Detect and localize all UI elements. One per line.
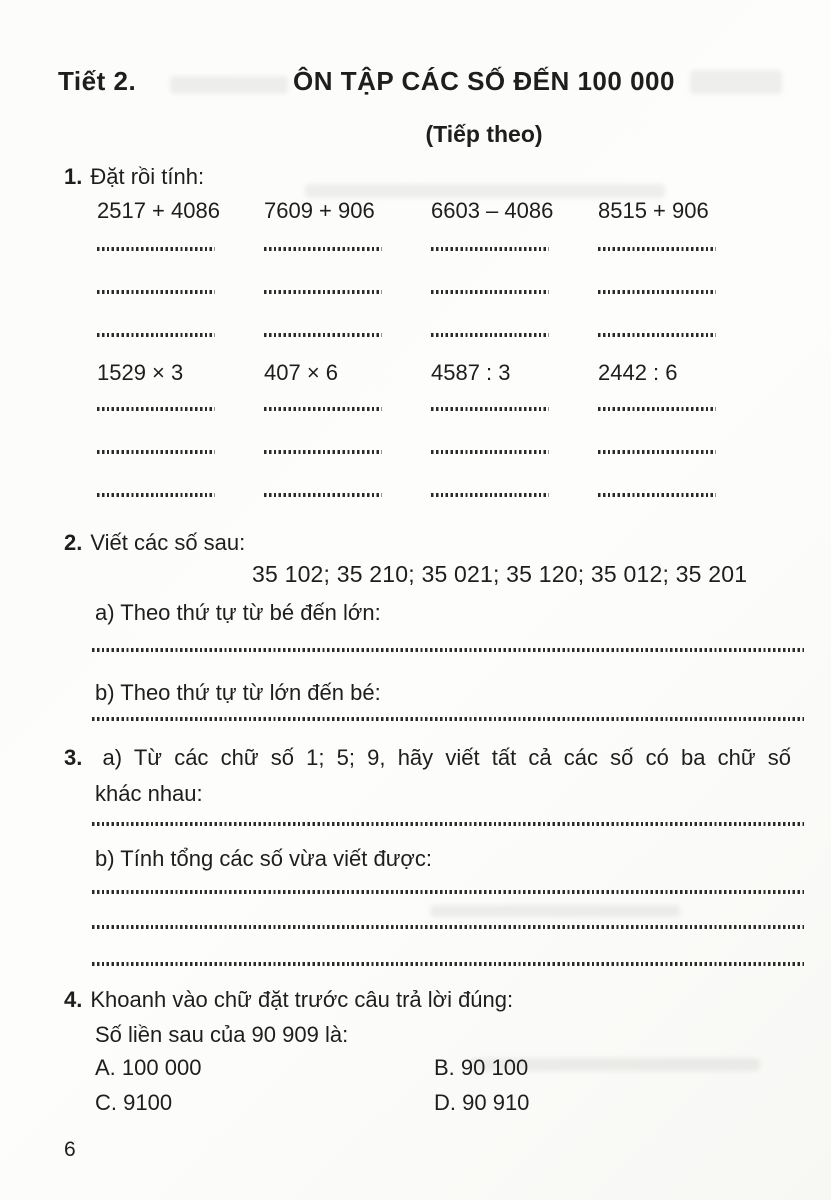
answer-dotted-line bbox=[598, 407, 716, 411]
answer-dotted-line bbox=[97, 493, 215, 497]
option-d-value: 90 910 bbox=[462, 1090, 530, 1115]
answer-dots-row bbox=[97, 407, 765, 411]
answer-dotted-line bbox=[92, 890, 804, 894]
exercise-3-item-a-continued: khác nhau: bbox=[95, 781, 203, 806]
page-number: 6 bbox=[64, 1138, 76, 1161]
problem-expression: 407 × 6 bbox=[264, 360, 339, 385]
option-a-value: 100 000 bbox=[121, 1055, 202, 1080]
exercise-2-item-b: b) Theo thứ tự từ lớn đến bé: bbox=[95, 680, 381, 705]
option-c-value: 9100 bbox=[123, 1090, 173, 1115]
number-list: 35 102; 35 210; 35 021; 35 120; 35 012; 35 201 bbox=[252, 561, 748, 587]
problem-expression: 4587 : 3 bbox=[431, 360, 511, 385]
answer-dotted-line bbox=[264, 493, 382, 497]
page-subtitle: (Tiếp theo) bbox=[425, 121, 543, 147]
answer-dotted-line bbox=[598, 450, 716, 454]
exercise-3-number: 3. bbox=[64, 745, 83, 770]
answer-dots-row bbox=[97, 493, 765, 497]
answer-dotted-line bbox=[431, 493, 549, 497]
answer-dotted-line bbox=[598, 247, 716, 251]
option-d bbox=[434, 1090, 529, 1116]
answer-dotted-line bbox=[598, 290, 716, 294]
option-c bbox=[95, 1090, 172, 1116]
exercise-2-item-a: a) Theo thứ tự từ bé đến lớn: bbox=[95, 600, 381, 625]
answer-dotted-line bbox=[431, 450, 549, 454]
exercise-1-header bbox=[64, 163, 204, 191]
exercise-4-prompt: Khoanh vào chữ đặt trước câu trả lời đúng: bbox=[90, 987, 514, 1012]
option-b-label: B. bbox=[434, 1055, 455, 1080]
scan-artifact bbox=[430, 905, 680, 917]
answer-dotted-line bbox=[97, 333, 215, 337]
answer-dots-row bbox=[97, 450, 765, 454]
answer-dotted-line bbox=[92, 822, 804, 826]
exercise-4-number: 4. bbox=[64, 987, 83, 1012]
answer-dotted-line bbox=[264, 450, 382, 454]
answer-dotted-line bbox=[431, 333, 549, 337]
problem-expression: 7609 + 906 bbox=[264, 198, 375, 223]
scan-artifact bbox=[690, 70, 782, 94]
scan-artifact bbox=[305, 184, 665, 198]
answer-dotted-line bbox=[92, 648, 804, 652]
option-b-value: 90 100 bbox=[460, 1055, 529, 1080]
lesson-number: Tiết 2. bbox=[58, 66, 137, 96]
problem-expression: 2442 : 6 bbox=[598, 360, 678, 385]
problem-expression: 8515 + 906 bbox=[598, 198, 709, 223]
exercise-3-item-b: b) Tính tổng các số vừa viết được: bbox=[95, 846, 432, 871]
exercise-2-prompt: Viết các số sau: bbox=[90, 530, 246, 555]
exercise-2-header bbox=[64, 529, 245, 557]
problem-expression: 1529 × 3 bbox=[97, 360, 184, 385]
answer-dotted-line bbox=[431, 407, 549, 411]
page-title: ÔN TẬP CÁC SỐ ĐẾN 100 000 bbox=[293, 66, 675, 96]
answer-dotted-line bbox=[92, 925, 804, 929]
problem-expression: 6603 – 4086 bbox=[431, 198, 554, 223]
answer-dotted-line bbox=[92, 717, 804, 721]
answer-dotted-line bbox=[97, 247, 215, 251]
exercise-1-number: 1. bbox=[64, 164, 83, 189]
answer-dotted-line bbox=[264, 290, 382, 294]
answer-dotted-line bbox=[264, 333, 382, 337]
exercise-4-header bbox=[64, 986, 513, 1014]
answer-dots-row bbox=[97, 333, 765, 337]
answer-dotted-line bbox=[97, 450, 215, 454]
problem-expression: 2517 + 4086 bbox=[97, 198, 220, 223]
option-d-label: D. bbox=[434, 1090, 456, 1115]
exercise-1-prompt: Đặt rồi tính: bbox=[90, 164, 205, 189]
answer-dotted-line bbox=[264, 407, 382, 411]
answer-dots-row bbox=[97, 247, 765, 251]
answer-dotted-line bbox=[598, 493, 716, 497]
exercise-3-item-a-text: a) Từ các chữ số 1; 5; 9, hãy viết tất cả các số có ba chữ số bbox=[102, 745, 791, 770]
answer-dotted-line bbox=[92, 962, 804, 966]
option-c-label: C. bbox=[95, 1090, 117, 1115]
answer-dotted-line bbox=[431, 290, 549, 294]
problems-row-1 bbox=[97, 198, 765, 224]
answer-dotted-line bbox=[598, 333, 716, 337]
answer-dotted-line bbox=[431, 247, 549, 251]
exercise-4-question: Số liền sau của 90 909 là: bbox=[95, 1022, 349, 1047]
answer-dotted-line bbox=[97, 290, 215, 294]
option-a-label: A. bbox=[95, 1055, 116, 1080]
exercise-2-number: 2. bbox=[64, 530, 83, 555]
problems-row-2 bbox=[97, 360, 765, 386]
option-a bbox=[95, 1055, 201, 1081]
answer-dotted-line bbox=[97, 407, 215, 411]
option-b bbox=[434, 1055, 528, 1081]
answer-dotted-line bbox=[264, 247, 382, 251]
scan-artifact bbox=[170, 76, 288, 94]
answer-dots-row bbox=[97, 290, 765, 294]
exercise-3-item-a bbox=[64, 744, 791, 772]
